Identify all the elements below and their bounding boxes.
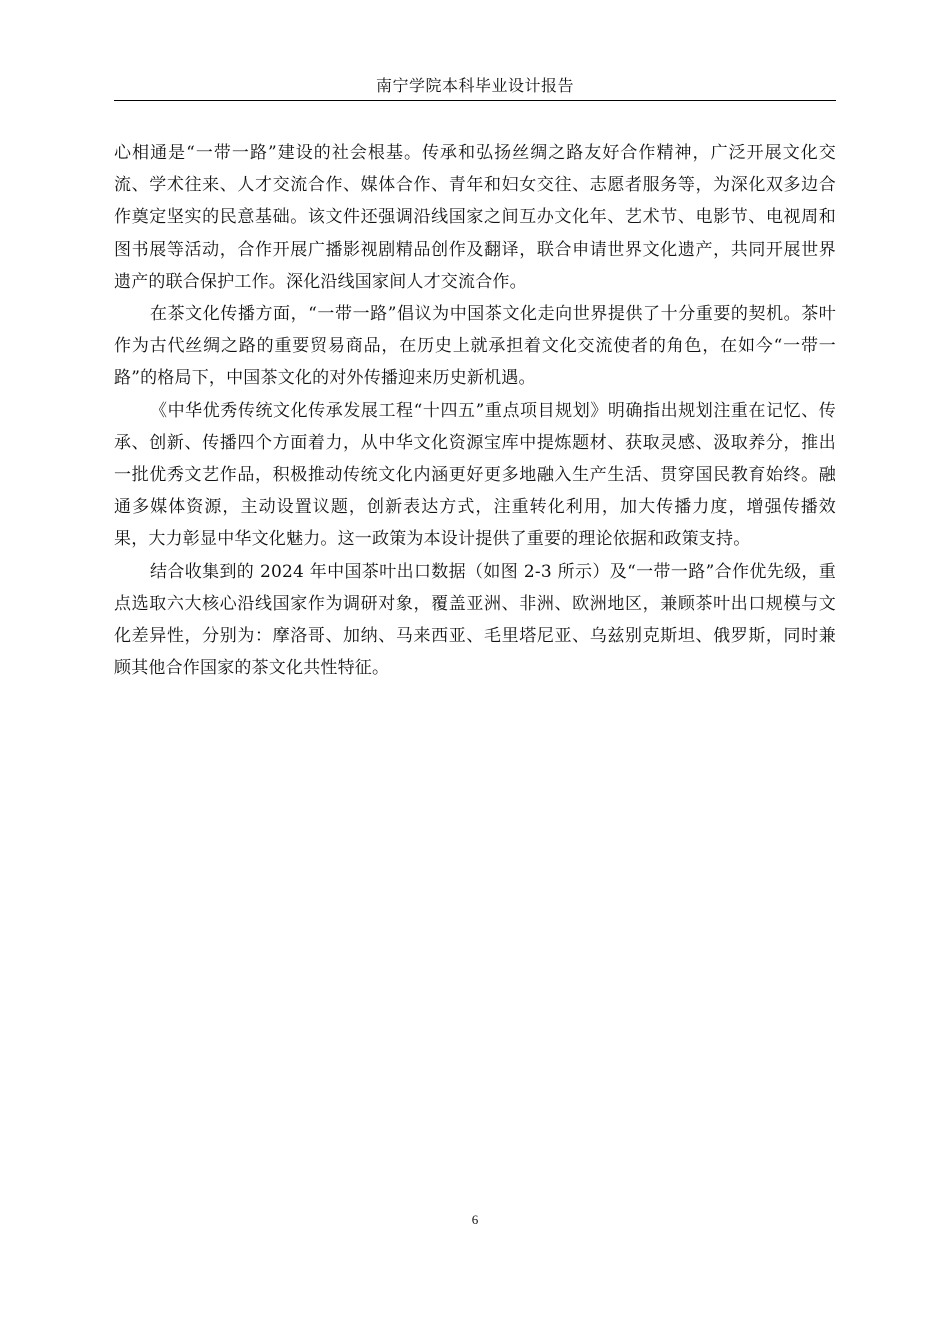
paragraph-policy-plan: 《中华优秀传统文化传承发展工程“十四五”重点项目规划》明确指出规划注重在记忆、传承、创新、传播四个方面着力，从中华文化资源宝库中提炼题材、获取灵感、汲取养分，推出一批优秀文艺作品，积极推动传统文化内涵更好更多地融入生产生活、贯穿国民教育始终。融通多媒体资源，主动设置议题，创新表达方式，注重转化利用，加大传播力度，增强传播效果，大力彰显中华文化魅力。这一政策为本设计提供了重要的理论依据和政策支持。 [114,400,836,550]
body-text [114,137,836,684]
page-header-title: 南宁学院本科毕业设计报告 [375,76,574,95]
page-number: 6 [471,1212,479,1227]
header-divider [114,100,836,101]
paragraph-tea-culture: 在茶文化传播方面，“一带一路”倡议为中国茶文化走向世界提供了十分重要的契机。茶叶作为古代丝绸之路的重要贸易商品，在历史上就承担着文化交流使者的角色，在如今“一带一路”的格局下，中国茶文化的对外传播迎来历史新机遇。 [114,304,836,389]
paragraph-research-countries: 结合收集到的 2024 年中国茶叶出口数据（如图 2-3 所示）及“一带一路”合作优先级，重点选取六大核心沿线国家作为调研对象，覆盖亚洲、非洲、欧洲地区，兼顾茶叶出口规模与文化差异性，分别为：摩洛哥、加纳、马来西亚、毛里塔尼亚、乌兹别克斯坦、俄罗斯，同时兼顾其他合作国家的茶文化共性特征。 [114,561,836,679]
paragraph-continuation: 心相通是“一带一路”建设的社会根基。传承和弘扬丝绸之路友好合作精神，广泛开展文化交流、学术往来、人才交流合作、媒体合作、青年和妇女交往、志愿者服务等，为深化双多边合作奠定坚实的民意基础。该文件还强调沿线国家之间互办文化年、艺术节、电影节、电视周和图书展等活动，合作开展广播影视剧精品创作及翻译，联合申请世界文化遗产，共同开展世界遗产的联合保护工作。深化沿线国家间人才交流合作。 [114,143,836,292]
